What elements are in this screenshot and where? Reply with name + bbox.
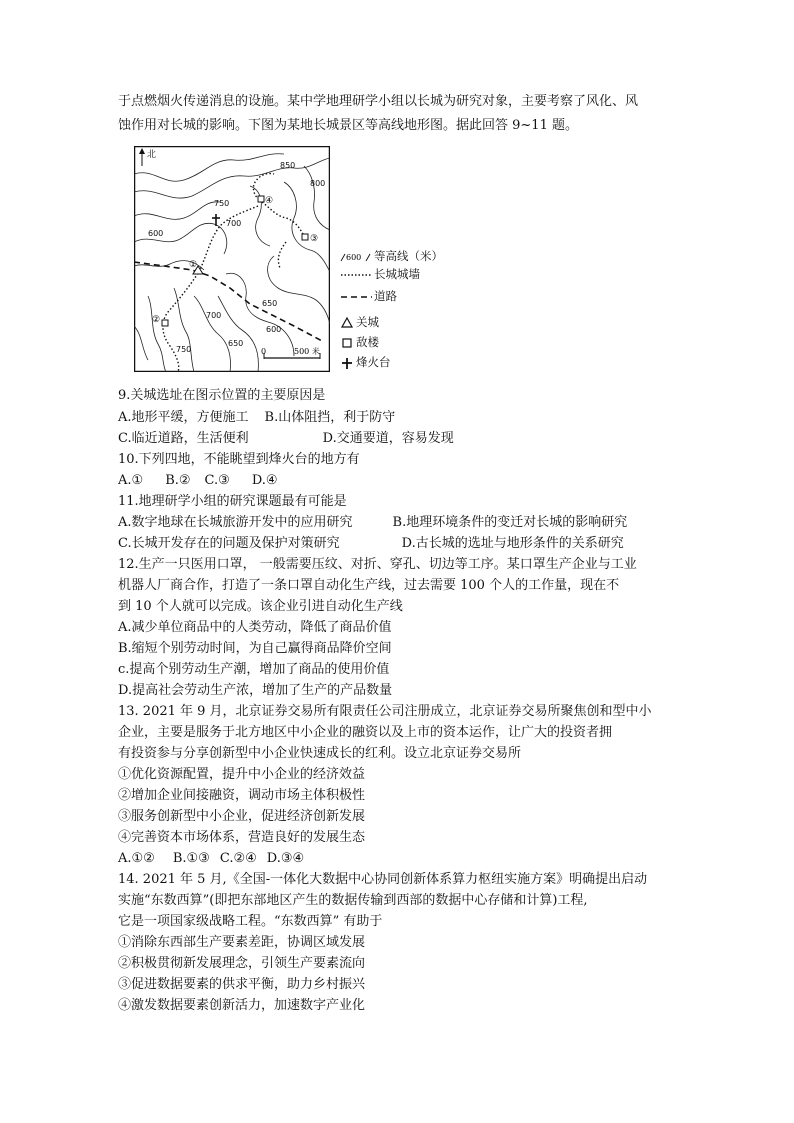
q12-stem-1: 12.生产一只医用口罩， 一般需要压纹、对折、穿孔、切边等工序。某口罩生产企业与工业 — [118, 557, 637, 572]
q9-option-c[interactable]: C.临近道路，生活便利 — [118, 431, 249, 446]
site-1-label: ① — [189, 260, 198, 270]
q12-stem-3: 到 10 个人就可以完成。该企业引进自动化生产线 — [118, 599, 403, 614]
q11-options-row-2 — [118, 534, 624, 554]
q12-option-d[interactable]: D.提高社会劳动生产浓，增加了生产的产品数量 — [118, 683, 393, 698]
q14-item-3: ③促进数据要素的供求平衡，助力乡村振兴 — [118, 977, 366, 992]
q14-item-4: ④激发数据要素创新活力，加速数字产业化 — [118, 998, 366, 1013]
q13-stem-3: 有投资参与分享创新型中小企业快速成长的红利。设立北京证券交易所 — [118, 746, 522, 761]
q14-item-2: ②积极贯彻新发展理念，引领生产要素流向 — [118, 956, 366, 971]
tower-icon — [162, 320, 168, 326]
q13-option-a[interactable]: A.①② — [118, 851, 155, 866]
site-3-label: ③ — [310, 234, 319, 244]
q10-option-a[interactable]: A.① — [118, 473, 144, 488]
q10-stem: 10.下列四地，不能眺望到烽火台的地方有 — [118, 452, 360, 467]
q11-stem: 11.地理研学小组的研究课题最有可能是 — [118, 494, 347, 509]
contour-label: 650 — [262, 299, 278, 308]
contour-label: 850 — [280, 161, 296, 170]
q13-item-1: ①优化资源配置，提升中小企业的经济效益 — [118, 767, 366, 782]
q13-option-d[interactable]: D.③④ — [266, 851, 305, 866]
q13-stem-2: 企业，主要是服务于北方地区中小企业的融资以及上市的资本运作，让广大的投资者拥 — [118, 725, 613, 740]
pass-legend-icon — [340, 316, 356, 330]
legend-contour: 等高线（米） — [374, 249, 443, 263]
contour-label: 800 — [310, 179, 326, 188]
road-legend-icon — [340, 290, 374, 304]
q14-item-1: ①消除东西部生产要素差距，协调区域发展 — [118, 935, 366, 950]
q10-option-c[interactable]: C.③ — [204, 473, 230, 488]
q13-stem-1: 13. 2021 年 9 月，北京证券交易所有限责任公司注册成立，北京证券交易所聚焦创和型中小 — [118, 704, 652, 719]
q9-options-row-2 — [118, 429, 454, 449]
legend-road: 道路 — [374, 289, 397, 303]
q10-option-b[interactable]: B.② — [165, 473, 191, 488]
q12-stem-2: 机器人厂商合作，打造了一条口罩自动化生产线，过去需要 100 个人的工作量，现在不 — [118, 578, 620, 593]
q9-option-b[interactable]: B.山体阻挡，利于防守 — [264, 410, 396, 425]
contour-legend-icon — [340, 250, 374, 264]
scale-zero: 0 — [261, 347, 267, 356]
q9-option-d[interactable]: D.交通要道，容易发现 — [322, 431, 454, 446]
tower-icon — [258, 196, 264, 202]
legend-wall: 长城城墙 — [374, 267, 420, 281]
q11-option-c[interactable]: C.长城开发存在的问题及保护对策研究 — [118, 536, 340, 551]
q10-options — [118, 471, 278, 491]
legend-tower: 敌楼 — [356, 335, 379, 349]
wall-legend-icon — [340, 268, 374, 282]
q14-stem-3: 它是一项国家级战略工程。“东数西算” 有助于 — [118, 914, 383, 929]
tower-icon — [302, 234, 308, 240]
intro-line-2: 蚀作用对长城的影响。下图为某地长城景区等高线地形图。据此回答 9~11 题。 — [118, 118, 578, 133]
q9-stem: 9.关城选址在图示位置的主要原因是 — [118, 388, 326, 403]
q12-option-a[interactable]: A.减少单位商品中的人类劳动，降低了商品价值 — [118, 620, 392, 635]
contour-legend-sample: 600 — [346, 253, 362, 262]
contour-label: 750 — [214, 199, 230, 208]
beacon-legend-icon — [340, 356, 356, 370]
q10-option-d[interactable]: D.④ — [251, 473, 278, 488]
contour-map — [134, 146, 330, 372]
scale-label: 500 米 — [294, 347, 320, 356]
site-2-label: ② — [152, 315, 161, 325]
q13-item-4: ④完善资本市场体系，营造良好的发展生态 — [118, 830, 366, 845]
q11-option-d[interactable]: D.古长城的选址与地形条件的关系研究 — [401, 536, 624, 551]
q13-item-2: ②增加企业间接融资，调动市场主体积极性 — [118, 788, 366, 803]
contour-label: 700 — [226, 219, 242, 228]
q13-options — [118, 849, 304, 869]
q11-option-a[interactable]: A.数字地球在长城旅游开发中的应用研究 — [118, 515, 353, 530]
q11-option-b[interactable]: B.地理环境条件的变迁对长城的影响研究 — [392, 515, 628, 530]
q11-options-row-1 — [118, 513, 627, 533]
contour-label: 600 — [266, 325, 282, 334]
q13-option-c[interactable]: C.②④ — [219, 851, 257, 866]
site-4-label: ④ — [265, 196, 274, 206]
tower-legend-icon — [340, 336, 356, 350]
contour-label: 700 — [206, 311, 222, 320]
q13-option-b[interactable]: B.①③ — [172, 851, 210, 866]
intro-line-1: 于点燃烟火传递消息的设施。某中学地理研学小组以长城为研究对象，主要考察了风化、风 — [118, 94, 639, 109]
q13-item-3: ③服务创新型中小企业，促进经济创新发展 — [118, 809, 366, 824]
contour-label: 600 — [148, 229, 164, 238]
legend-beacon: 烽火台 — [356, 355, 391, 369]
q12-option-b[interactable]: B.缩短个别劳动时间，为自己赢得商品降价空间 — [118, 641, 392, 656]
q9-options-row-1 — [118, 408, 395, 428]
legend-pass: 关城 — [356, 315, 379, 329]
q12-option-c[interactable]: c.提高个别劳动生产潮，增加了商品的使用价值 — [118, 662, 390, 677]
q14-stem-1: 14. 2021 年 5 月,《全国-一体化大数据中心协同创新体系算力枢纽实施方案》明确提出启动 — [118, 872, 648, 887]
north-label: 北 — [147, 150, 157, 160]
q9-option-a[interactable]: A.地形平缓，方便施工 — [118, 410, 249, 425]
q14-stem-2: 实施“东数西算”(即把东部地区产生的数据传输到西部的数据中心存储和计算)工程, — [118, 893, 588, 908]
contour-label: 750 — [176, 345, 192, 354]
contour-label: 650 — [228, 339, 244, 348]
